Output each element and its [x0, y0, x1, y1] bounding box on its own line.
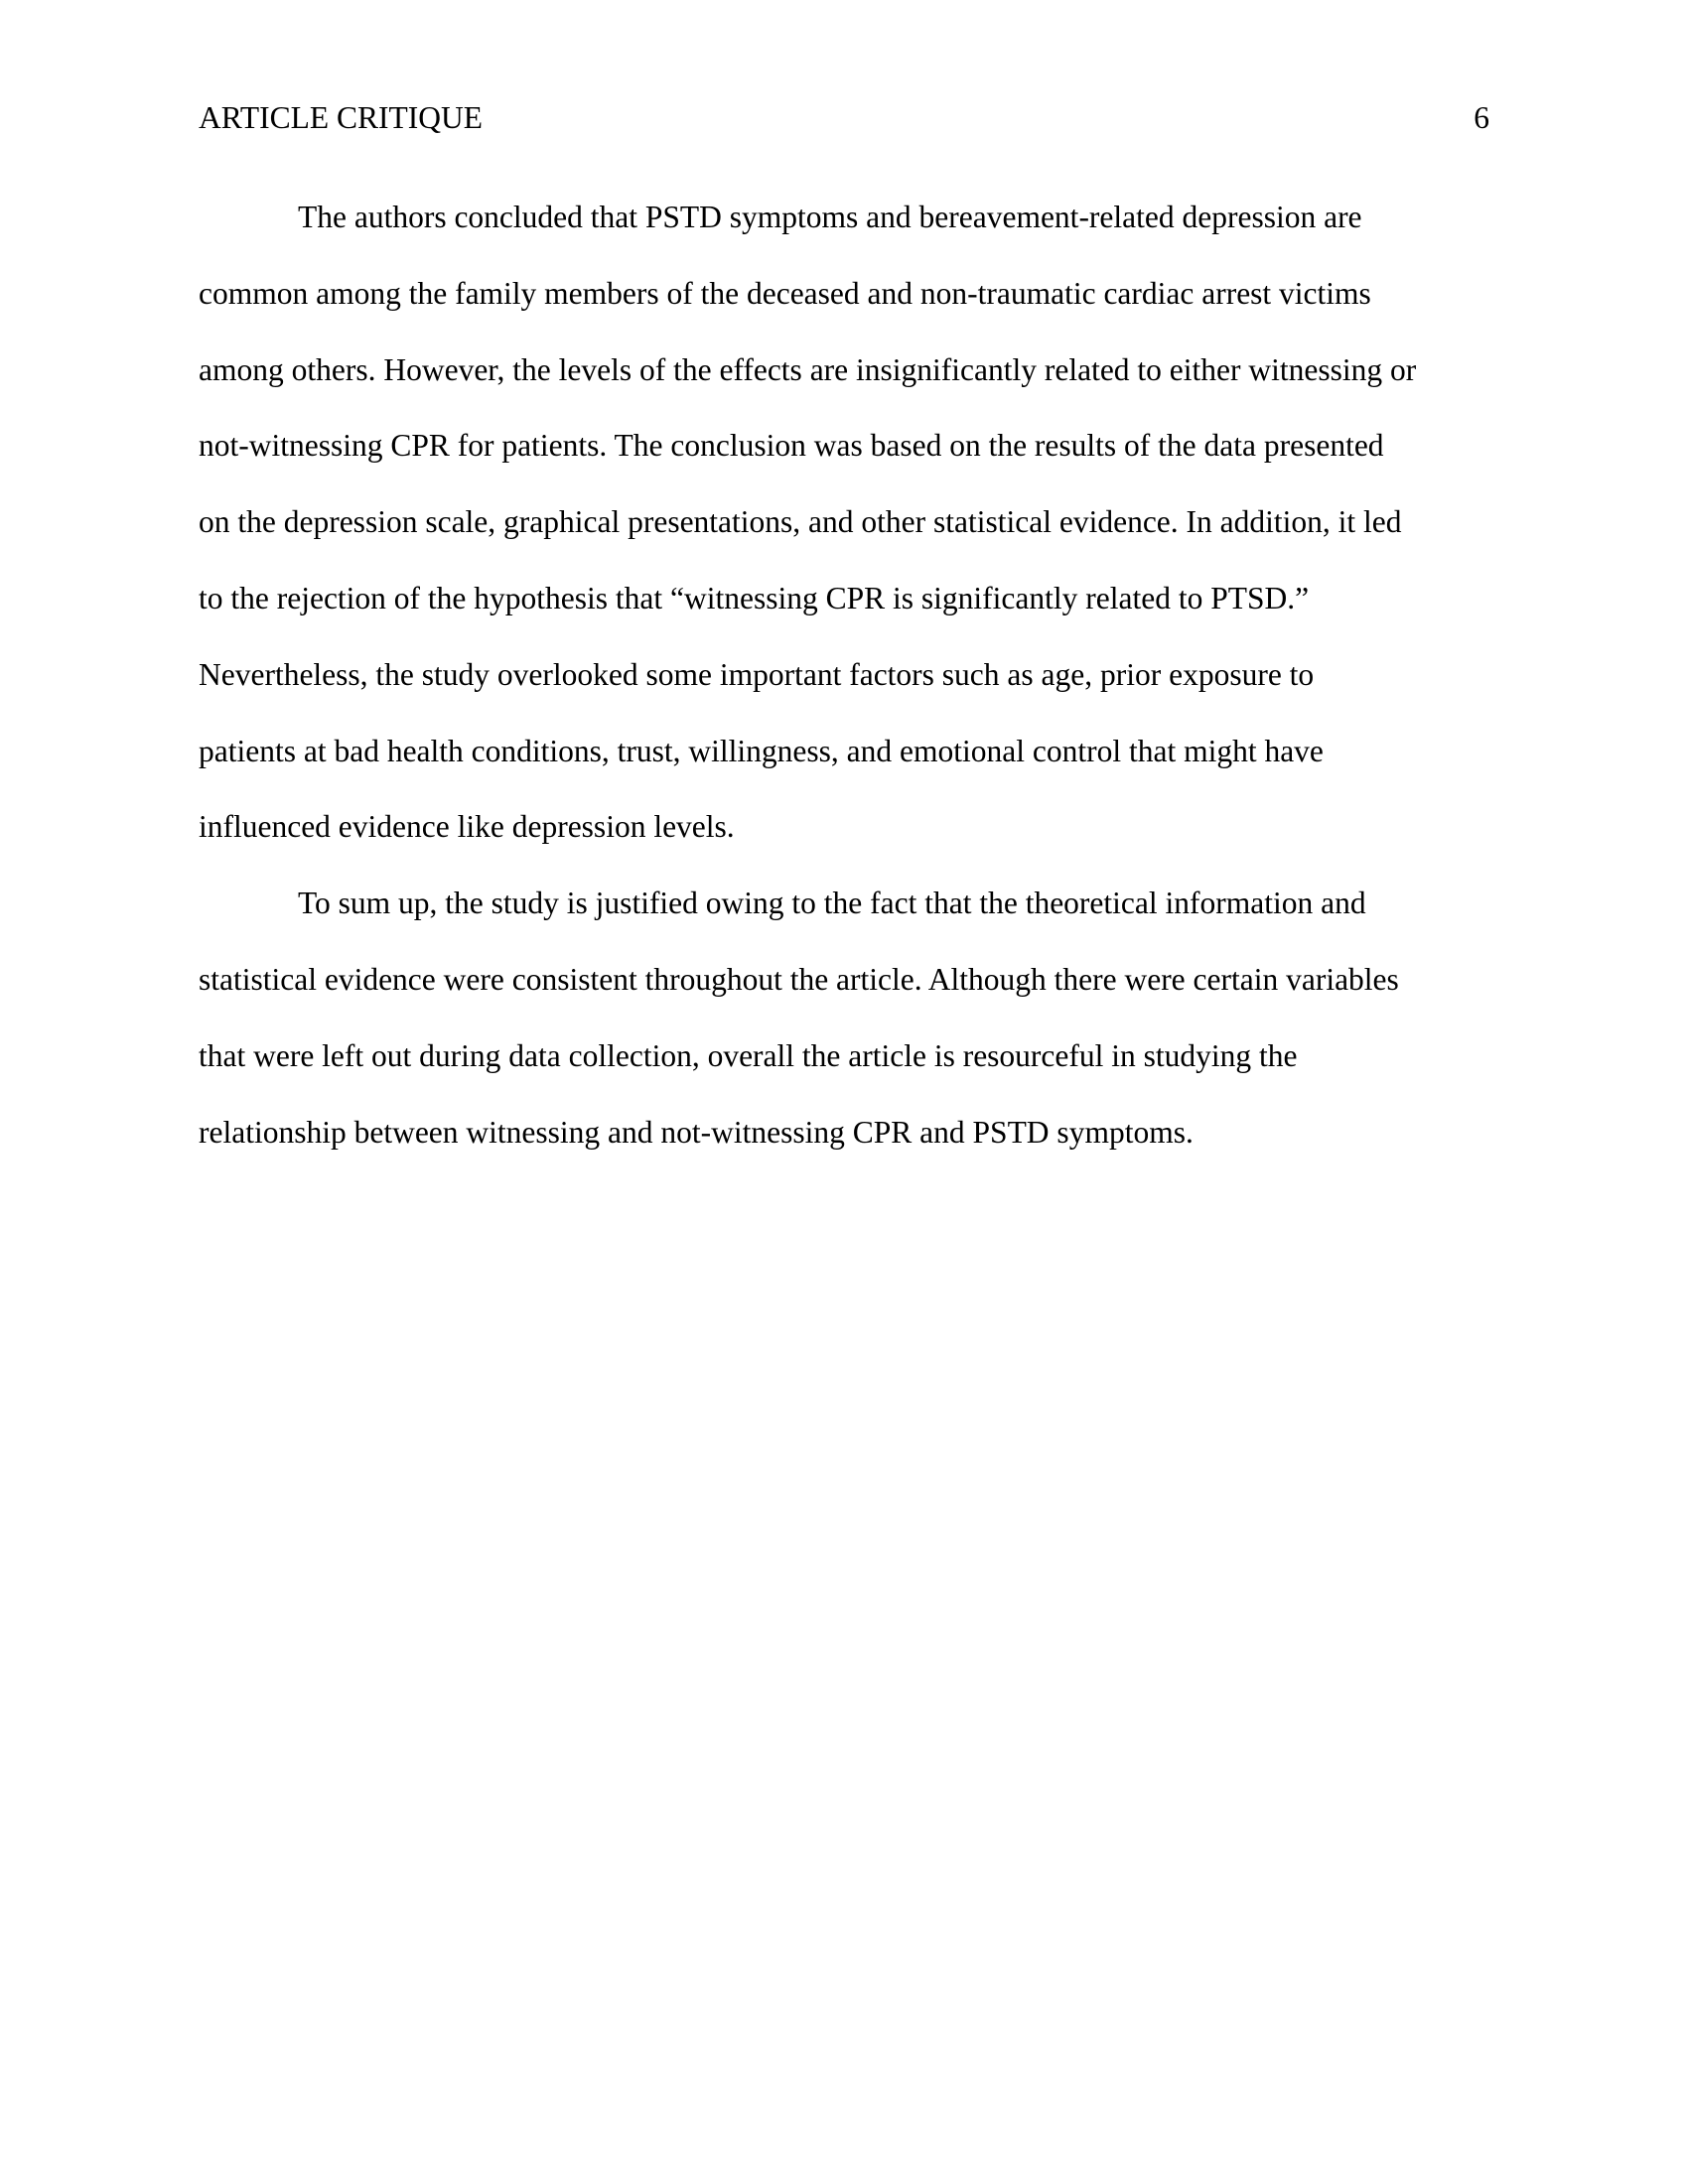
page-number: 6 — [1474, 100, 1489, 135]
text-line: common among the family members of the deceased and non-traumatic cardiac arrest victims — [199, 275, 1371, 311]
text-line: patients at bad health conditions, trust, willingness, and emotional control that might have — [199, 733, 1324, 768]
text-line: To sum up, the study is justified owing to the fact that the theoretical information and — [298, 886, 1366, 921]
text-line: relationship between witnessing and not-witnessing CPR and PSTD symptoms. — [199, 1114, 1194, 1150]
paragraph-summary — [199, 882, 1489, 1186]
text-line: The authors concluded that PSTD symptoms and bereavement-related depression are — [298, 200, 1362, 234]
text-line: influenced evidence like depression levels. — [199, 809, 735, 845]
body-text — [199, 196, 1489, 1186]
text-line: that were left out during data collection, overall the article is resourceful in studying the — [199, 1037, 1298, 1073]
text-line: not-witnessing CPR for patients. The conclusion was based on the results of the data presented — [199, 428, 1384, 464]
text-line: statistical evidence were consistent throughout the article. Although there were certain variables — [199, 961, 1399, 997]
paragraph-conclusion — [199, 196, 1489, 882]
text-line: Nevertheless, the study overlooked some important factors such as age, prior exposure to — [199, 656, 1315, 692]
text-line: on the depression scale, graphical presentations, and other statistical evidence. In addition, it led — [199, 504, 1402, 540]
text-line: among others. However, the levels of the effects are insignificantly related to either witnessing or — [199, 351, 1417, 387]
text-line: to the rejection of the hypothesis that “witnessing CPR is significantly related to PTSD.” — [199, 580, 1310, 615]
running-head: ARTICLE CRITIQUE — [199, 100, 483, 135]
